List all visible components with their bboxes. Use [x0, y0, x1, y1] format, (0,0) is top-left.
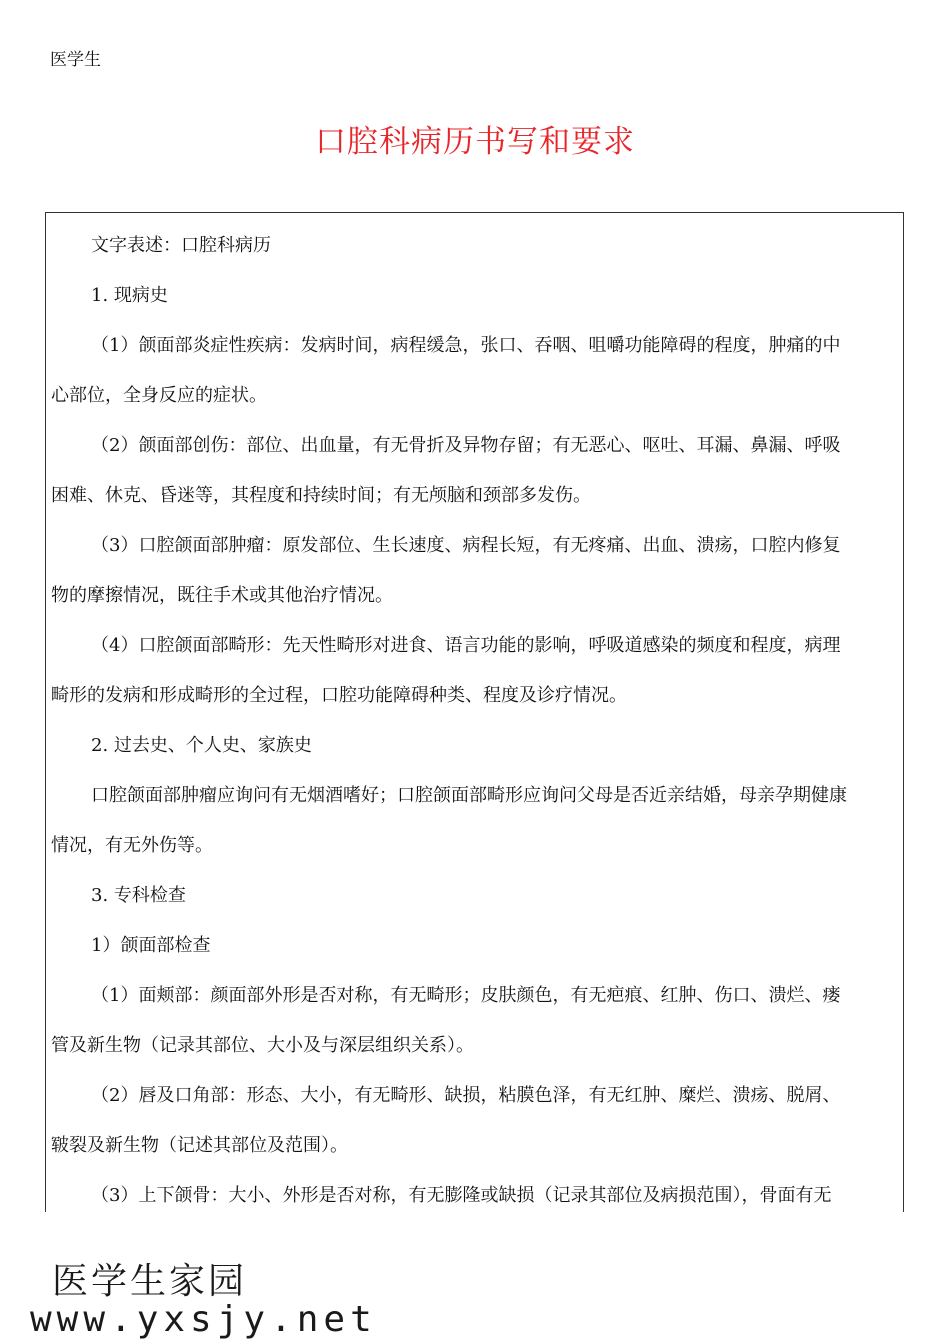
footer-url[interactable]: www.yxsjy.net — [30, 1299, 377, 1340]
body-line: 文字表述：口腔科病历 — [91, 235, 271, 256]
body-line: （2）颌面部创伤：部位、出血量，有无骨折及异物存留；有无恶心、呕吐、耳漏、鼻漏、呼吸 — [91, 435, 841, 456]
document-body — [51, 221, 893, 1212]
body-line: 情况，有无外伤等。 — [51, 835, 213, 856]
body-line: （2）唇及口角部：形态、大小，有无畸形、缺损，粘膜色泽，有无红肿、糜烂、溃疡、脱屑、 — [91, 1085, 841, 1106]
body-line: （3）上下颌骨：大小、外形是否对称，有无膨隆或缺损（记录其部位及病损范围），骨面有无 — [91, 1185, 832, 1206]
body-line: 3. 专科检查 — [91, 885, 186, 906]
header-label: 医学生 — [50, 50, 101, 70]
body-line: 2. 过去史、个人史、家族史 — [91, 735, 312, 756]
body-line: （1）颌面部炎症性疾病：发病时间，病程缓急，张口、吞咽、咀嚼功能障碍的程度，肿痛的中 — [91, 335, 841, 356]
body-line: （3）口腔颌面部肿瘤：原发部位、生长速度、病程长短，有无疼痛、出血、溃疡，口腔内修复 — [91, 535, 841, 556]
body-line: 物的摩擦情况，既往手术或其他治疗情况。 — [51, 585, 393, 606]
body-line: 心部位，全身反应的症状。 — [51, 385, 267, 406]
body-line: 困难、休克、昏迷等，其程度和持续时间；有无颅脑和颈部多发伤。 — [51, 485, 591, 506]
body-line: 1. 现病史 — [91, 285, 168, 306]
body-line: 管及新生物（记录其部位、大小及与深层组织关系）。 — [51, 1035, 474, 1056]
body-line: （1）面颊部：颜面部外形是否对称，有无畸形；皮肤颜色，有无疤痕、红肿、伤口、溃烂、瘘 — [91, 985, 841, 1006]
content-box — [45, 212, 904, 1212]
body-line: 口腔颌面部肿瘤应询问有无烟酒嗜好；口腔颌面部畸形应询问父母是否近亲结婚，母亲孕期健康 — [91, 785, 847, 806]
body-line: 畸形的发病和形成畸形的全过程，口腔功能障碍种类、程度及诊疗情况。 — [51, 685, 627, 706]
document-title: 口腔科病历书写和要求 — [315, 124, 635, 160]
body-line: 皲裂及新生物（记述其部位及范围）。 — [51, 1135, 348, 1156]
footer-logo-text: 医学生家园 — [52, 1261, 248, 1302]
body-line: （4）口腔颌面部畸形：先天性畸形对进食、语言功能的影响，呼吸道感染的频度和程度，病理 — [91, 635, 841, 656]
body-line: 1）颌面部检查 — [91, 935, 211, 956]
